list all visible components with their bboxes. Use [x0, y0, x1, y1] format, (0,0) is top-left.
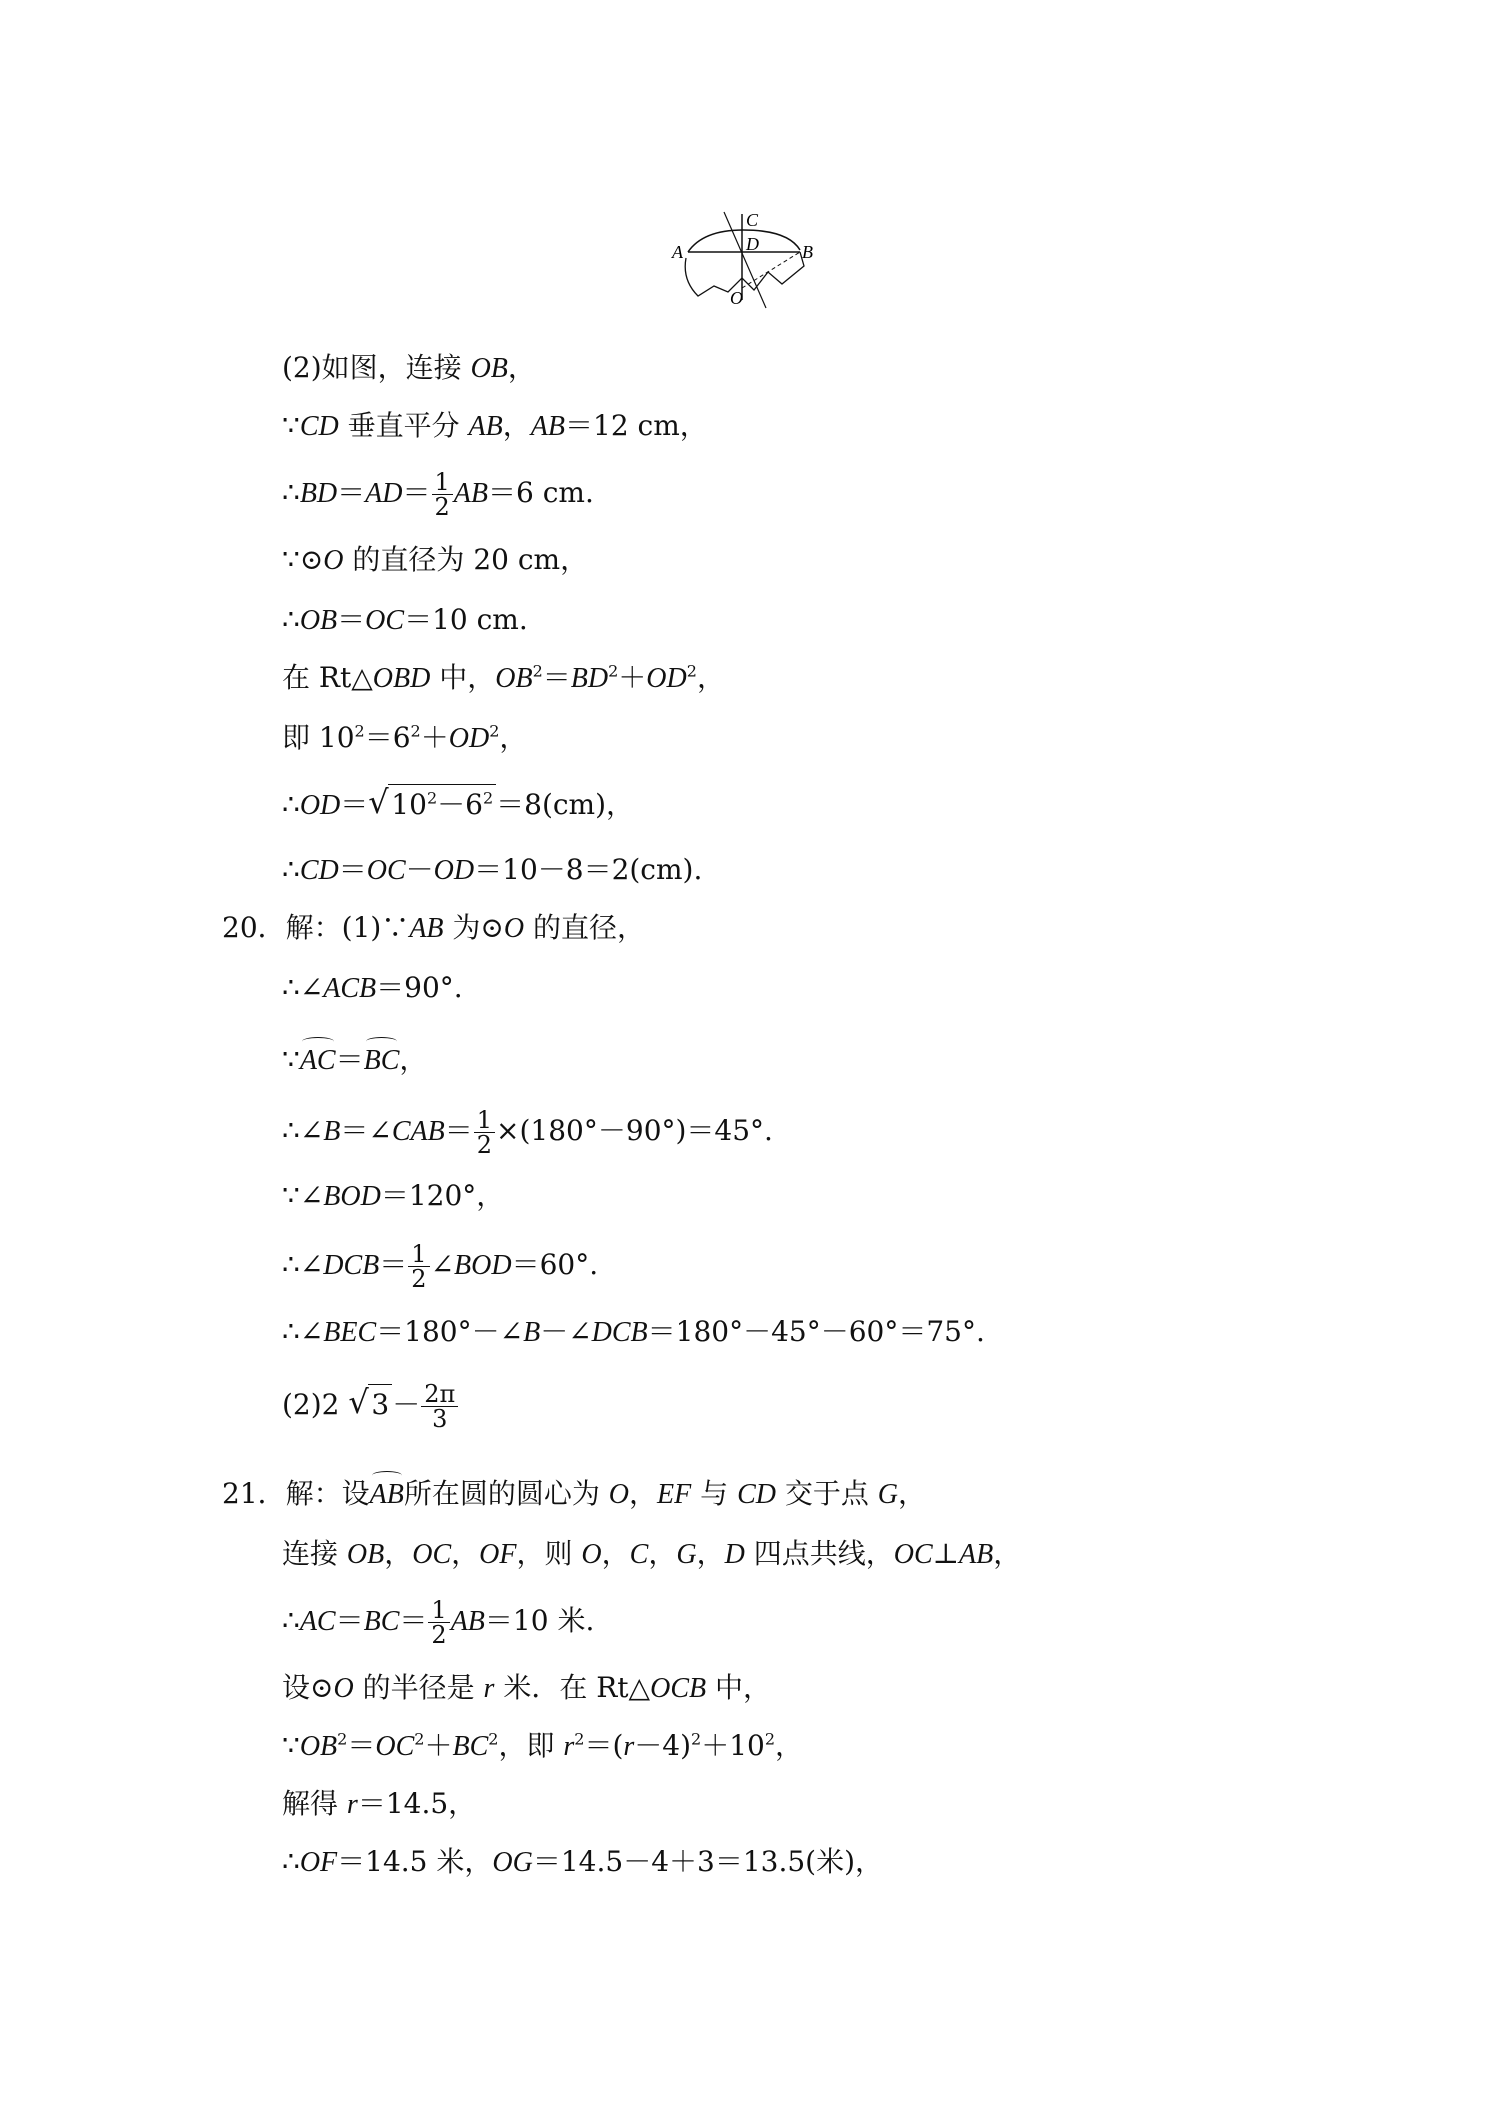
math: ACB — [323, 973, 377, 1004]
line-angle-b — [282, 1108, 773, 1157]
math: AB — [453, 478, 489, 509]
text: ， — [499, 721, 528, 754]
square-root — [348, 1384, 392, 1425]
text: ， — [502, 409, 531, 442]
text: (2)2 — [282, 1388, 349, 1421]
math: O — [581, 1539, 602, 1570]
exponent: 2 — [482, 788, 494, 808]
math: AC — [299, 1606, 336, 1637]
math: AB — [468, 411, 503, 442]
exponent: 2 — [337, 1729, 348, 1749]
text: ＝ — [335, 1604, 364, 1637]
math: r — [483, 1673, 495, 1704]
arc-math: AC — [300, 1041, 336, 1081]
text: ∴∠ — [282, 971, 324, 1004]
math: OC — [375, 1731, 415, 1762]
exponent: 2 — [686, 661, 697, 681]
math: BD — [570, 663, 609, 694]
numerator: 1 — [432, 470, 453, 495]
text: ∴ — [282, 788, 300, 821]
math: O — [608, 1479, 630, 1510]
numerator: 1 — [408, 1242, 429, 1267]
line-ac-bc — [282, 1598, 594, 1647]
text: 10 — [391, 788, 427, 821]
line-diameter — [282, 540, 588, 581]
math: OC — [412, 1539, 452, 1570]
math: AB — [530, 411, 565, 442]
math: O — [323, 545, 344, 576]
exponent: 2 — [691, 1729, 702, 1749]
math: AB — [409, 913, 444, 944]
exponent: 2 — [574, 1729, 585, 1749]
text: 解得 — [282, 1787, 347, 1820]
exponent: 2 — [608, 661, 619, 681]
text: ∴ — [282, 1845, 300, 1878]
math: OC — [366, 855, 406, 886]
text: ＝90°. — [376, 971, 463, 1004]
math: OG — [492, 1847, 533, 1878]
text: ＝ — [399, 1604, 428, 1637]
label-c: C — [746, 210, 759, 230]
text: ＝14.5－4＋3＝13.5(米)， — [532, 1845, 884, 1878]
text: ＝ — [340, 788, 369, 821]
text: ×(180°－90°)＝45°. — [496, 1114, 773, 1147]
line-part-2-answer — [282, 1382, 459, 1431]
geometry-figure — [668, 200, 818, 312]
math: AB — [959, 1539, 994, 1570]
math: OB — [299, 1731, 338, 1762]
math: BOD — [454, 1250, 512, 1281]
fraction — [428, 1598, 449, 1647]
text: ， — [648, 1537, 677, 1570]
text: 的直径为 20 cm， — [343, 543, 589, 576]
text: ∴ — [282, 853, 300, 886]
text: ＝10－8＝2(cm). — [474, 853, 703, 886]
math: r — [346, 1789, 358, 1820]
math: OF — [479, 1539, 517, 1570]
line-arcs-equal — [282, 1040, 427, 1081]
radical-sign-icon: √ — [348, 1383, 369, 1421]
text: ＝180°－∠ — [376, 1315, 524, 1348]
math: OBD — [372, 663, 431, 694]
text: 所在圆的圆心为 — [403, 1477, 609, 1510]
text: ＝12 cm， — [565, 409, 708, 442]
text: ＝120°， — [380, 1179, 505, 1212]
text: －4) — [634, 1729, 692, 1762]
text: ， — [898, 1477, 927, 1510]
text: 在 Rt△ — [282, 661, 373, 694]
text: 中， — [430, 661, 496, 694]
math: B — [323, 1116, 341, 1147]
text: － — [405, 853, 434, 886]
math: OCB — [650, 1673, 707, 1704]
math: BC — [452, 1731, 489, 1762]
line-solve-r — [282, 1784, 476, 1825]
text: ＝( — [584, 1729, 624, 1762]
math: OD — [433, 855, 475, 886]
text: ＋10 — [701, 1729, 765, 1762]
denominator: 2 — [434, 493, 450, 521]
text: ＝10 cm. — [404, 603, 528, 636]
math: DCB — [323, 1250, 380, 1281]
text: ＝60°. — [511, 1248, 599, 1281]
math: G — [877, 1479, 899, 1510]
text: ＝ — [444, 1114, 473, 1147]
arc-math: BC — [364, 1041, 400, 1081]
fraction — [474, 1108, 495, 1157]
exponent: 2 — [354, 721, 365, 741]
text: 即 10 — [282, 721, 355, 754]
text: ∴∠ — [282, 1248, 324, 1281]
math: CD — [299, 855, 339, 886]
text: ∴∠ — [282, 1114, 324, 1147]
line-angle-bec — [282, 1312, 985, 1353]
segment-ob — [742, 252, 800, 288]
math: OB — [346, 1539, 385, 1570]
text: ＝14.5， — [357, 1787, 477, 1820]
line-bd-ad — [282, 470, 594, 519]
exponent: 2 — [426, 788, 438, 808]
line-collinear — [282, 1534, 1021, 1575]
text: 的直径， — [524, 911, 646, 944]
text: ＝180°－45°－60°＝75°. — [647, 1315, 985, 1348]
exponent: 2 — [488, 1729, 499, 1749]
text: 垂直平分 — [338, 409, 469, 442]
line-cd-value — [282, 850, 702, 891]
text: ＋ — [424, 1729, 453, 1762]
text: ， — [451, 1537, 480, 1570]
text: 与 — [691, 1477, 738, 1510]
math: EF — [657, 1479, 692, 1510]
math: BC — [363, 1606, 400, 1637]
radical-sign-icon: √ — [368, 783, 389, 821]
line-connect-ob — [282, 348, 536, 389]
math: OB — [495, 663, 533, 694]
math: G — [676, 1539, 697, 1570]
arc-math: AB — [370, 1475, 404, 1515]
math: O — [333, 1673, 354, 1704]
text: (2)如图，连接 — [282, 351, 471, 384]
text: 连接 — [282, 1537, 347, 1570]
exponent: 2 — [489, 721, 500, 741]
text: 解：设 — [285, 1477, 370, 1510]
question-21-heading — [222, 1474, 926, 1515]
math: OD — [646, 663, 687, 694]
line-angle-bod — [282, 1176, 504, 1217]
square-root — [368, 784, 496, 825]
fraction — [408, 1242, 429, 1291]
math: DCB — [591, 1317, 648, 1348]
text: ＋ — [618, 661, 647, 694]
math: OC — [893, 1539, 933, 1570]
math: AB — [450, 1606, 485, 1637]
math: BD — [299, 478, 338, 509]
question-20-heading — [222, 908, 645, 949]
text: ，即 — [498, 1729, 564, 1762]
text: ＝∠ — [340, 1114, 392, 1147]
fraction — [432, 470, 453, 519]
line-substitute — [282, 718, 527, 759]
math: OF — [299, 1847, 338, 1878]
math: OD — [299, 790, 341, 821]
math: r — [623, 1731, 635, 1762]
text: 设⊙ — [282, 1671, 334, 1704]
question-number: 21． — [222, 1477, 286, 1510]
line-angle-acb — [282, 968, 463, 1009]
text: ＝ — [335, 1043, 364, 1076]
text: ＝8(cm)， — [496, 788, 635, 821]
line-od-value — [282, 784, 634, 826]
label-a: A — [672, 242, 683, 262]
text: ＝6 cm. — [488, 476, 594, 509]
exponent: 2 — [410, 721, 421, 741]
label-d: D — [746, 234, 759, 254]
text: 交于点 — [775, 1477, 878, 1510]
numerator: 1 — [428, 1598, 449, 1623]
math: CAB — [391, 1116, 445, 1147]
text: ∠ — [430, 1248, 455, 1281]
math: D — [724, 1539, 745, 1570]
circle-arc — [688, 230, 800, 252]
text: ⊥ — [932, 1537, 959, 1570]
text: 米．在 Rt△ — [494, 1671, 651, 1704]
numerator: 2π — [421, 1382, 458, 1407]
radicand — [388, 784, 496, 825]
numerator: 1 — [474, 1108, 495, 1133]
line-pythagoras — [282, 658, 725, 699]
exponent: 2 — [764, 1729, 776, 1749]
math: BOD — [323, 1181, 381, 1212]
fraction — [421, 1382, 458, 1431]
math: C — [629, 1539, 649, 1570]
math: B — [523, 1317, 541, 1348]
text: ＝6 — [364, 721, 411, 754]
math: OB — [470, 353, 508, 384]
line-ob-oc — [282, 600, 528, 641]
line-cd-bisects — [282, 406, 708, 447]
text: ∵ — [282, 1043, 300, 1076]
text: ＝ — [379, 1248, 408, 1281]
text: ∵ — [282, 1729, 300, 1762]
line-equation — [282, 1726, 803, 1767]
text: ， — [775, 1729, 804, 1762]
text: ＝ — [337, 476, 366, 509]
text: 中， — [706, 1671, 771, 1704]
text: ， — [629, 1477, 658, 1510]
text: ＝ — [337, 603, 366, 636]
text: ∴ — [282, 1604, 300, 1637]
text: 四点共线， — [744, 1537, 894, 1570]
math: CD — [299, 411, 339, 442]
text: ， — [993, 1537, 1022, 1570]
text: ＝ — [542, 661, 571, 694]
text: ， — [601, 1537, 630, 1570]
denominator: 3 — [432, 1405, 448, 1433]
denominator: 2 — [431, 1621, 447, 1649]
math: CD — [737, 1479, 776, 1510]
denominator: 2 — [411, 1265, 427, 1293]
text: －6 — [437, 788, 483, 821]
text: ∴ — [282, 476, 300, 509]
exponent: 2 — [414, 1729, 425, 1749]
question-number: 20． — [222, 911, 286, 944]
math: OB — [299, 605, 338, 636]
text: ＝14.5 米， — [337, 1845, 493, 1878]
text: ＝ — [347, 1729, 376, 1762]
radicand: 3 — [368, 1384, 392, 1425]
math: r — [563, 1731, 575, 1762]
line-radius — [282, 1668, 771, 1709]
exponent: 2 — [532, 661, 543, 681]
text: ＋ — [420, 721, 449, 754]
text: ， — [399, 1043, 428, 1076]
text: ＝10 米. — [484, 1604, 595, 1637]
text: ＝ — [402, 476, 431, 509]
text: ， — [696, 1537, 725, 1570]
label-b: B — [802, 242, 813, 262]
text: ∵⊙ — [282, 543, 324, 576]
text: 解：(1)∵ — [285, 911, 410, 944]
text: ， — [507, 351, 536, 384]
text: 为⊙ — [443, 911, 504, 944]
math: BEC — [323, 1317, 377, 1348]
text: － — [392, 1388, 421, 1421]
text: ∵ — [282, 409, 300, 442]
text: ∴ — [282, 603, 300, 636]
text: ∵∠ — [282, 1179, 324, 1212]
text: ， — [384, 1537, 413, 1570]
math: OC — [365, 605, 405, 636]
denominator: 2 — [476, 1131, 493, 1159]
label-o: O — [730, 288, 743, 308]
math: OD — [448, 723, 490, 754]
line-angle-dcb — [282, 1242, 598, 1291]
text: －∠ — [540, 1315, 592, 1348]
line-of-og — [282, 1842, 883, 1883]
text: ∴∠ — [282, 1315, 324, 1348]
text: ＝ — [338, 853, 367, 886]
text: ， — [696, 661, 725, 694]
text: 的半径是 — [353, 1671, 484, 1704]
math: O — [503, 913, 525, 944]
text: ，则 — [516, 1537, 582, 1570]
math: AD — [365, 478, 403, 509]
